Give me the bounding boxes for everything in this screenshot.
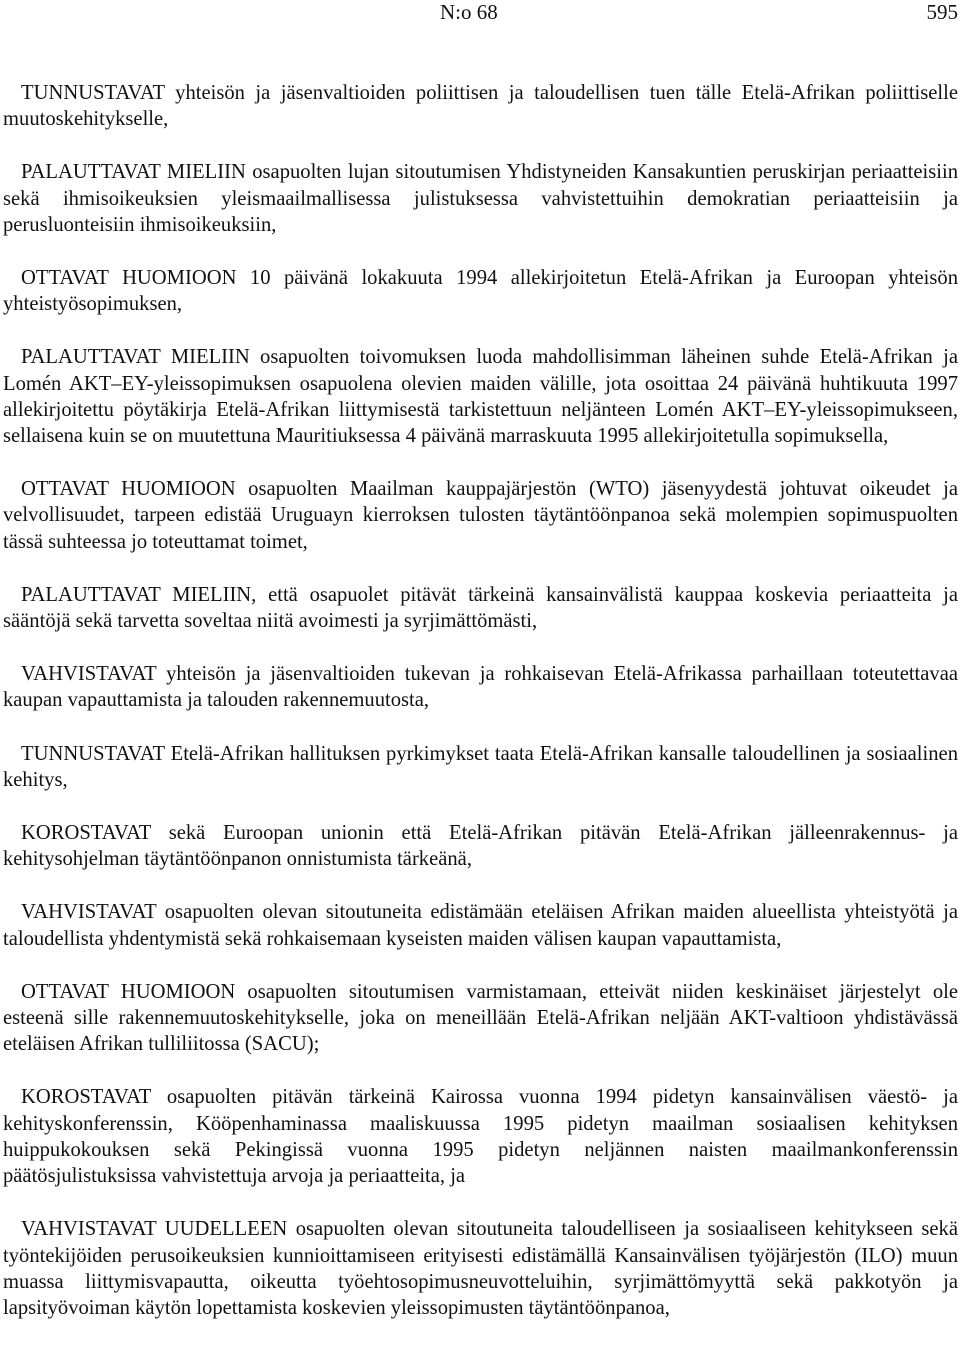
page-header [0,0,960,30]
document-body [3,80,958,1348]
paragraph: VAHVISTAVAT osapuolten olevan sitoutuneita edistämään eteläisen Afrikan maiden alueellista yhteistyötä ja taloudellista yhdentymistä sekä rohkaisemaan kyseisten maiden välisen kaupan vapauttamista, [3,901,958,950]
paragraph: VAHVISTAVAT UUDELLEEN osapuolten olevan sitoutuneita taloudelliseen ja sosiaaliseen kehitykseen sekä työntekijöiden perusoikeuksien kunnioittamiseen erityisesti edistämällä Kansainvälisen työjärjestön (ILO) muun muassa liittymisvapautta, oikeutta työehtosopimusneuvotteluihin, syrjimättömyyttä sekä pakkotyön ja lapsityövoiman käytön lopettamista koskevien yleissopimusten täytäntöönpanoa, [3,1218,958,1319]
paragraph: TUNNUSTAVAT yhteisön ja jäsenvaltioiden poliittisen ja taloudellisen tuen tälle Etelä-Afrikan poliittiselle muutoskehitykselle, [3,82,958,131]
page-number: 595 [926,0,958,24]
paragraph: VAHVISTAVAT yhteisön ja jäsenvaltioiden tukevan ja rohkaisevan Etelä-Afrikassa parhaillaan toteutettavaa kaupan vapauttamista ja talouden rakennemuutosta, [3,663,958,712]
paragraph: PALAUTTAVAT MIELIIN, että osapuolet pitävät tärkeinä kansainvälistä kauppaa koskevia periaatteita ja sääntöjä sekä tarvetta soveltaa niitä avoimesti ja syrjimättömästi, [3,583,958,633]
paragraph: OTTAVAT HUOMIOON osapuolten Maailman kauppajärjestön (WTO) jäsenyydestä johtuvat oikeudet ja velvollisuudet, tarpeen edistää Uruguayn kierroksen tulosten täytäntöönpanoa sekä molempien sopimuspuolten tässä suhteessa jo toteuttamat toimet, [3,478,958,553]
journal-number: N:o 68 [440,0,498,24]
paragraph: PALAUTTAVAT MIELIIN osapuolten lujan sitoutumisen Yhdistyneiden Kansakuntien peruskirjan periaatteisiin sekä ihmisoikeuksien yleismaailmallisessa julistuksessa vahvistettuihin demokratian periaatteisiin ja perusluonteisiin ihmisoikeuksiin, [3,161,958,236]
paragraph: TUNNUSTAVAT Etelä-Afrikan hallituksen pyrkimykset taata Etelä-Afrikan kansalle taloudellinen ja sosiaalinen kehitys, [3,742,958,791]
paragraph: OTTAVAT HUOMIOON 10 päivänä lokakuuta 1994 allekirjoitetun Etelä-Afrikan ja Euroopan yhteisön yhteistyösopimuksen, [3,267,958,316]
paragraph: KOROSTAVAT sekä Euroopan unionin että Etelä-Afrikan pitävän Etelä-Afrikan jälleenrakennus- ja kehitysohjelman täytäntöönpanon onnistumista tärkeänä, [3,822,958,871]
paragraph: KOROSTAVAT osapuolten pitävän tärkeinä Kairossa vuonna 1994 pidetyn kansainvälisen väestö- ja kehityskonferenssin, Kööpenhaminassa maaliskuussa 1995 pidetyn maailman sosiaalisen kehityksen huippukokouksen sekä Pekingissä vuonna 1995 pidetyn neljännen naisten maailmankonferenssin päätösjulistuksissa vahvistettuja arvoja ja periaatteita, ja [3,1086,958,1188]
paragraph: OTTAVAT HUOMIOON osapuolten sitoutumisen varmistamaan, etteivät niiden keskinäiset järjestelyt ole esteenä sille rakennemuutoskehitykselle, joka on meneillään Etelä-Afrikan neljään AKT-valtioon yhdistävässä eteläisen Afrikan tulliliitossa (SACU); [3,980,958,1056]
paragraph: PALAUTTAVAT MIELIIN osapuolten toivomuksen luoda mahdollisimman läheinen suhde Etelä-Afrikan ja Lomén AKT–EY-yleissopimuksen osapuolena olevien maiden välille, jota osoittaa 24 päivänä huhtikuuta 1997 allekirjoitettu pöytäkirja Etelä-Afrikan liittymisestä tarkistettuun neljänteen Lomén AKT–EY-yleissopimukseen, sellaisena kuin se on muutettuna Mauritiuksessa 4 päivänä marraskuuta 1995 allekirjoitetulla sopimuksella, [3,346,958,448]
